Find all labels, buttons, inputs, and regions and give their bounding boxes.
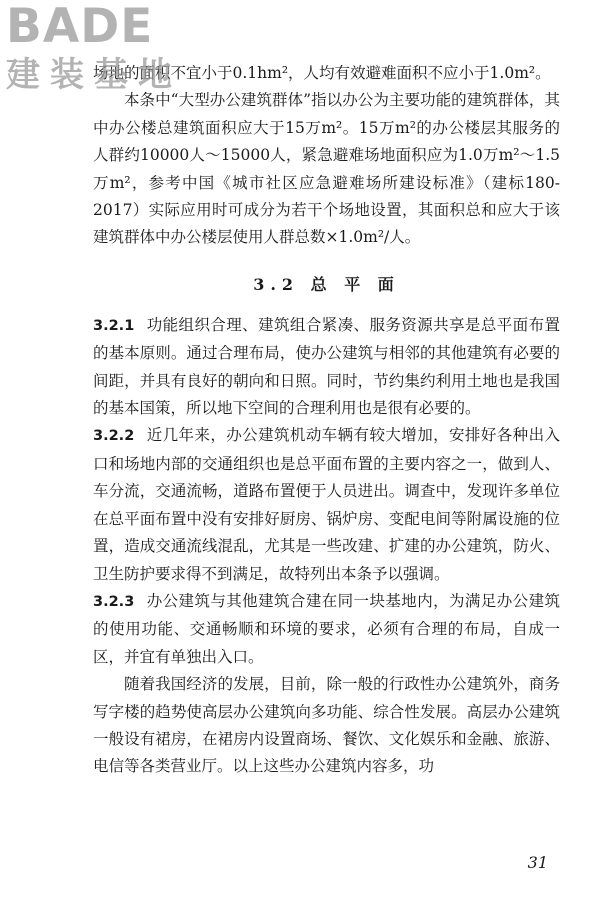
clause-text: 办公建筑与其他建筑合建在同一块基地内，为满足办公建筑的使用功能、交通畅顺和环境的要求，必须有合理的布局，自成一区，并宜有单独出入口。 xyxy=(93,591,560,666)
intro-paragraph-2: 本条中“大型办公建筑群体”指以办公为主要功能的建筑群体，其中办公楼总建筑面积应大于15万m²。15万m²的办公楼层其服务的人群约10000人～15000人，紧急避难场地面积应为1.0万m²～1.5万m²，参考中国《城市社区应急避难场所建设标准》（建标180-2017）实际应用时可成分为若干个场地设置，其面积总和应大于该建筑群体中办公楼层使用人群总数×1.0m²/人。 xyxy=(93,91,560,247)
clause-number: 3.2.1 xyxy=(93,317,135,334)
clause-3-2-3 xyxy=(93,588,560,671)
watermark-subtitle-text: 建装基地 xyxy=(6,55,182,95)
clause-3-2-1 xyxy=(93,312,560,423)
page-body xyxy=(93,60,560,781)
clause-number: 3.2.3 xyxy=(93,593,135,610)
intro-paragraph-1: 场地的面积不宜小于0.1hm²，人均有效避难面积不应小于1.0m²。 xyxy=(93,64,551,82)
clause-text: 功能组织合理、建筑组合紧凑、服务资源共享是总平面布置的基本原则。通过合理布局，使办公建筑与相邻的其他建筑有必要的间距，并具有良好的朝向和日照。同时，节约集约利用土地也是我国的基本国策，所以地下空间的合理利用也是很有必要的。 xyxy=(93,315,560,418)
closing-paragraph: 随着我国经济的发展，目前，除一般的行政性办公建筑外，商务写字楼的趋势使高层办公建筑向多功能、综合性发展。高层办公建筑一般设有裙房，在裙房内设置商场、餐饮、文化娱乐和金融、旅游、电信等各类营业厅。以上这些办公建筑内容多，功 xyxy=(93,675,560,776)
section-heading: 3.2 总 平 面 xyxy=(253,274,400,294)
clause-text: 近几年来，办公建筑机动车辆有较大增加，安排好各种出入口和场地内部的交通组织也是总平面布置的主要内容之一，做到人、车分流，交通流畅，道路布置便于人员进出。调查中，发现许多单位在总平面布置中没有安排好厨房、锅炉房、变配电间等附属设施的位置，造成交通流线混乱，尤其是一些改建、扩建的办公建筑，防火、卫生防护要求得不到满足，故特列出本条予以强调。 xyxy=(93,426,560,583)
clause-3-2-2 xyxy=(93,422,560,587)
watermark-brand-text: BADE xyxy=(6,0,154,54)
clause-number: 3.2.2 xyxy=(93,428,135,445)
page-number: 31 xyxy=(527,853,548,872)
